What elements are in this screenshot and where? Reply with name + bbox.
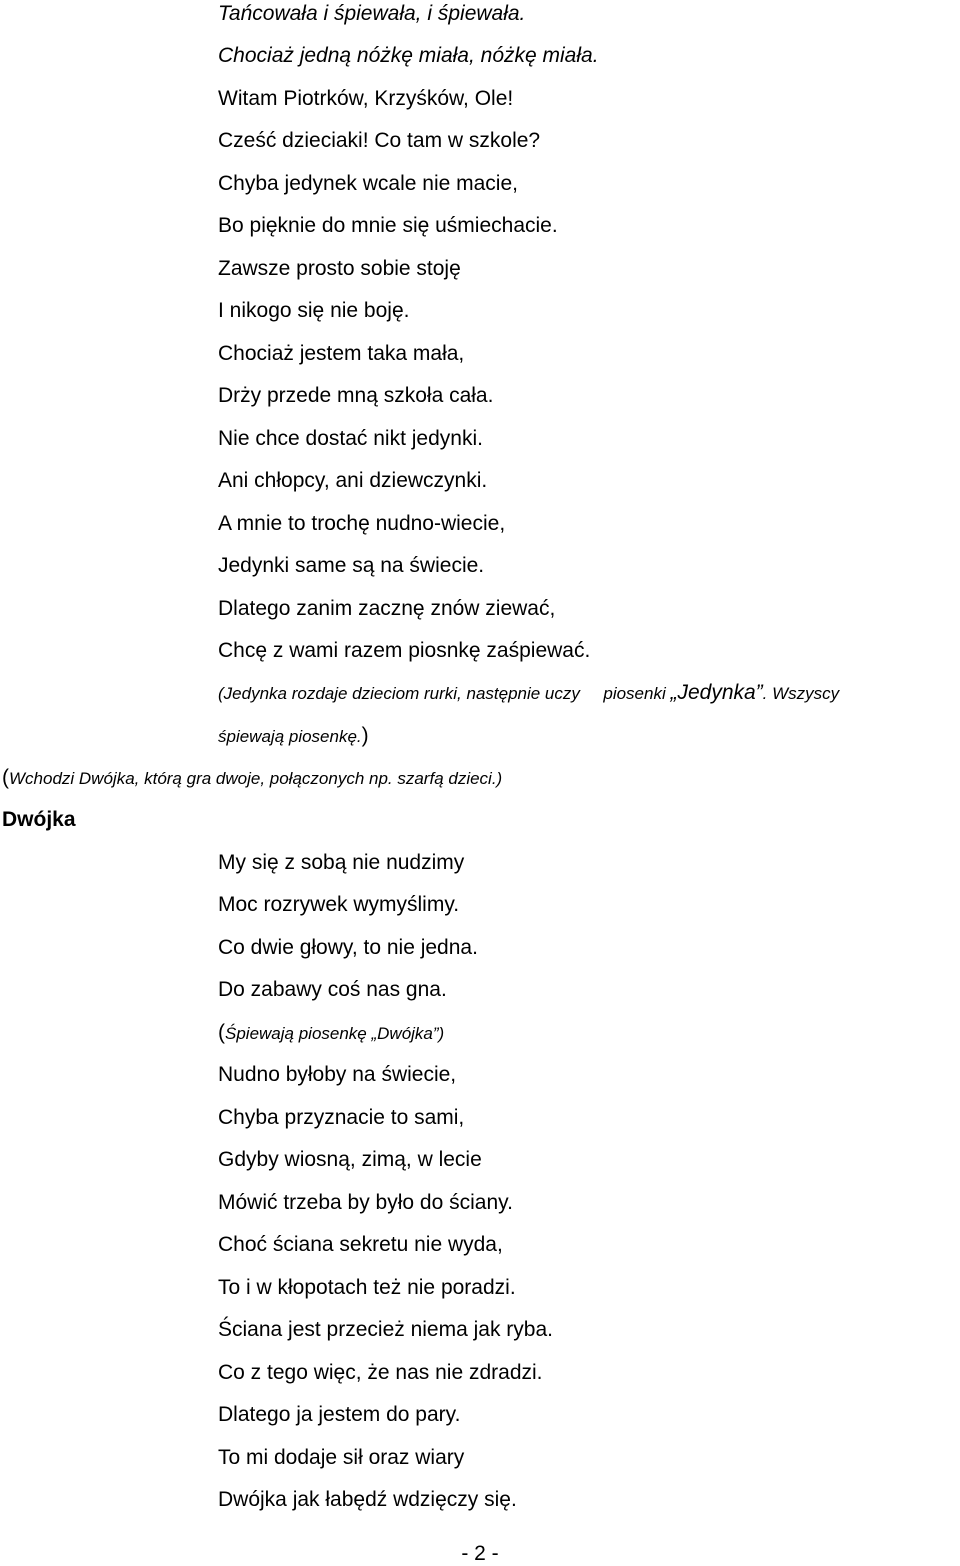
stage-direction-text: (Jedynka rozdaje dzieciom rurki, następnie uczy [218, 684, 580, 703]
stage-direction-paren: ) [361, 724, 369, 747]
verse-line: Moc rozrywek wymyślimy. [218, 893, 460, 916]
verse-line: Mówić trzeba by było do ściany. [218, 1191, 513, 1214]
verse-line: Bo pięknie do mnie się uśmiechacie. [218, 214, 558, 237]
verse-line: Co dwie głowy, to nie jedna. [218, 936, 478, 959]
verse-line: A mnie to trochę nudno-wiecie, [218, 512, 506, 535]
verse-line: Ani chłopcy, ani dziewczynki. [218, 469, 488, 492]
stage-direction-paren: ( [2, 766, 9, 789]
stage-direction-text: Wchodzi Dwójka, którą gra dwoje, połączonych np. szarfą dzieci.) [9, 769, 503, 788]
verse-line: Cześć dzieciaki! Co tam w szkole? [218, 129, 541, 152]
verse-line: Nie chce dostać nikt jedynki. [218, 427, 483, 450]
verse-line: Ściana jest przecież niema jak ryba. [218, 1318, 553, 1341]
verse-line: Chyba przyznacie to sami, [218, 1106, 465, 1129]
verse-line: Witam Piotrków, Krzyśków, Ole! [218, 87, 514, 110]
stage-direction-text: . Wszyscy [762, 684, 840, 703]
verse-line: Do zabawy coś nas gna. [218, 978, 447, 1001]
verse-line: Dlatego zanim zacznę znów ziewać, [218, 597, 556, 620]
page-number: - 2 - [461, 1542, 499, 1565]
stage-direction [218, 681, 839, 706]
verse-line: Chociaż jestem taka mała, [218, 342, 465, 365]
verse-line: My się z sobą nie nudzimy [218, 851, 465, 874]
verse-line: Chociaż jedną nóżkę miała, nóżkę miała. [218, 44, 599, 67]
verse-line: Gdyby wiosną, zimą, w lecie [218, 1148, 482, 1171]
verse-line: I nikogo się nie boję. [218, 299, 410, 322]
stage-direction [2, 766, 502, 791]
verse-line: Drży przede mną szkoła cała. [218, 384, 494, 407]
song-title: „Jedynka” [670, 681, 763, 704]
verse-line: Dlatego ja jestem do pary. [218, 1403, 461, 1426]
verse-line: Chcę z wami razem piosnkę zaśpiewać. [218, 639, 591, 662]
verse-line: Nudno byłoby na świecie, [218, 1063, 457, 1086]
stage-direction-text: śpiewają piosenkę. [218, 727, 362, 746]
verse-line: To mi dodaje sił oraz wiary [218, 1446, 465, 1469]
stage-direction [218, 1021, 444, 1046]
verse-line: Choć ściana sekretu nie wyda, [218, 1233, 503, 1256]
verse-line: Co z tego więc, że nas nie zdradzi. [218, 1361, 543, 1384]
verse-line: Tańcowała i śpiewała, i śpiewała. [218, 2, 526, 25]
stage-direction [218, 724, 369, 749]
verse-line: Chyba jedynek wcale nie macie, [218, 172, 518, 195]
verse-line: To i w kłopotach też nie poradzi. [218, 1276, 516, 1299]
stage-direction-text: piosenki [603, 684, 666, 703]
stage-direction-text: Śpiewają piosenkę „Dwójka”) [225, 1024, 445, 1043]
verse-line: Jedynki same są na świecie. [218, 554, 485, 577]
character-heading: Dwójka [2, 808, 76, 831]
verse-line: Dwójka jak łabędź wdzięczy się. [218, 1488, 517, 1511]
verse-line: Zawsze prosto sobie stoję [218, 257, 461, 280]
stage-direction-paren: ( [218, 1021, 225, 1044]
